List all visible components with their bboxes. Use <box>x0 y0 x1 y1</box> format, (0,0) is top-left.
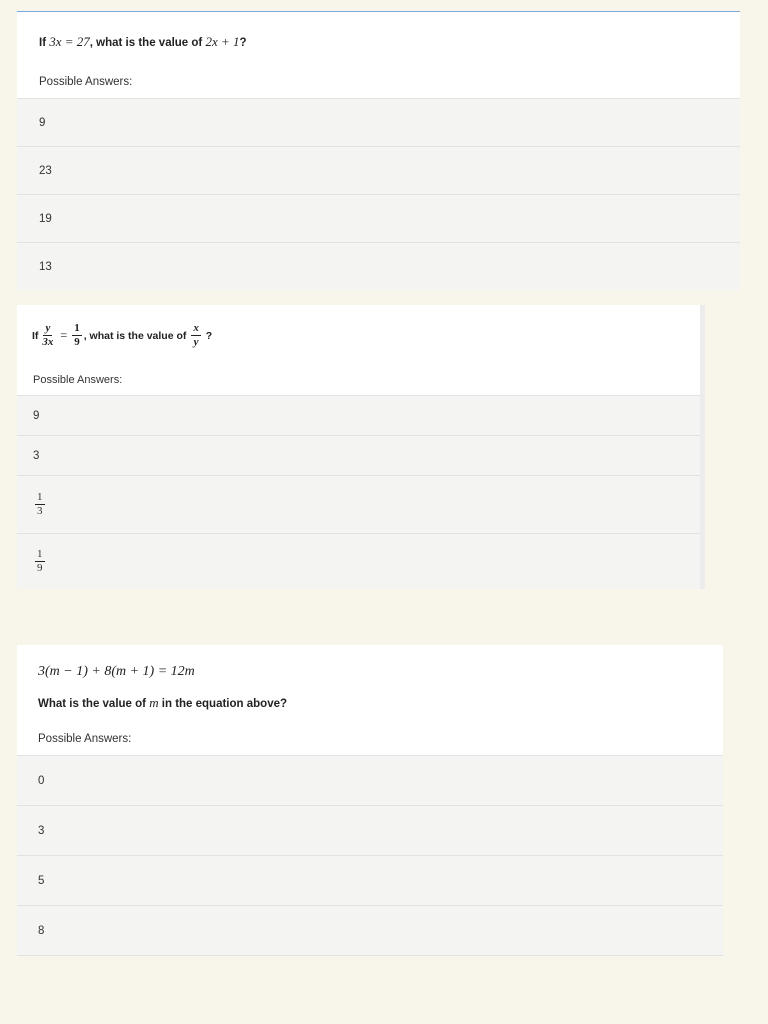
question-prefix: If <box>39 37 50 49</box>
answer-list-1 <box>17 98 740 290</box>
answer-text: 23 <box>39 164 52 177</box>
equation: 3(m − 1) + 8(m + 1) = 12m <box>38 664 195 679</box>
fraction: $\frac{x}{y}$ <box>193 322 199 348</box>
question-card-3 <box>17 645 723 955</box>
question-text-3 <box>38 695 287 711</box>
answer-option[interactable] <box>17 534 700 589</box>
question-text-1 <box>39 34 247 50</box>
answer-option[interactable] <box>17 243 740 290</box>
math-expression: 3x = 27 <box>49 34 90 49</box>
answer-option[interactable] <box>17 806 723 856</box>
equals-sign: = <box>60 328 68 342</box>
answer-text: 13 <box>39 260 52 273</box>
answer-text: 9 <box>39 116 46 129</box>
answer-text: 19 <box>39 212 52 225</box>
answer-text: 5 <box>38 874 45 887</box>
answer-list-2 <box>17 395 700 589</box>
answer-option[interactable] <box>17 436 700 476</box>
question-suffix: ? <box>239 37 247 49</box>
question-middle: , what is the value of <box>83 329 190 342</box>
question-prefix: What is the value of <box>38 698 150 710</box>
question-card-2 <box>17 305 705 589</box>
answer-text: 0 <box>38 774 45 787</box>
fraction: $\frac{y}{3x}$ <box>42 322 54 348</box>
answer-option[interactable] <box>17 195 740 243</box>
question-prefix: If <box>32 329 39 342</box>
answer-fraction: $\frac{1}{3}$ <box>37 491 43 517</box>
answer-option[interactable] <box>17 906 723 956</box>
answer-option[interactable] <box>17 147 740 195</box>
answer-list-3 <box>17 755 723 956</box>
math-expression: 2x + 1 <box>205 34 240 49</box>
question-text-2 <box>32 323 212 348</box>
answer-option[interactable] <box>17 756 723 806</box>
math-expression: m <box>149 695 159 710</box>
answer-option[interactable] <box>17 856 723 906</box>
answer-fraction: $\frac{1}{9}$ <box>37 548 43 574</box>
fraction: $\frac{1}{9}$ <box>74 322 80 348</box>
question-card-1 <box>17 12 740 289</box>
answer-option[interactable] <box>17 476 700 534</box>
question-middle: , what is the value of <box>89 37 206 49</box>
answer-option[interactable] <box>17 396 700 436</box>
answer-text: 9 <box>33 409 40 422</box>
answer-text: 8 <box>38 924 45 937</box>
question-suffix: in the equation above? <box>158 698 288 710</box>
answer-text: 3 <box>38 824 45 837</box>
possible-answers-label: Possible Answers: <box>39 76 133 88</box>
question-suffix: ? <box>202 329 213 342</box>
possible-answers-label: Possible Answers: <box>33 374 123 386</box>
possible-answers-label: Possible Answers: <box>38 733 132 745</box>
answer-option[interactable] <box>17 99 740 147</box>
answer-text: 3 <box>33 449 40 462</box>
